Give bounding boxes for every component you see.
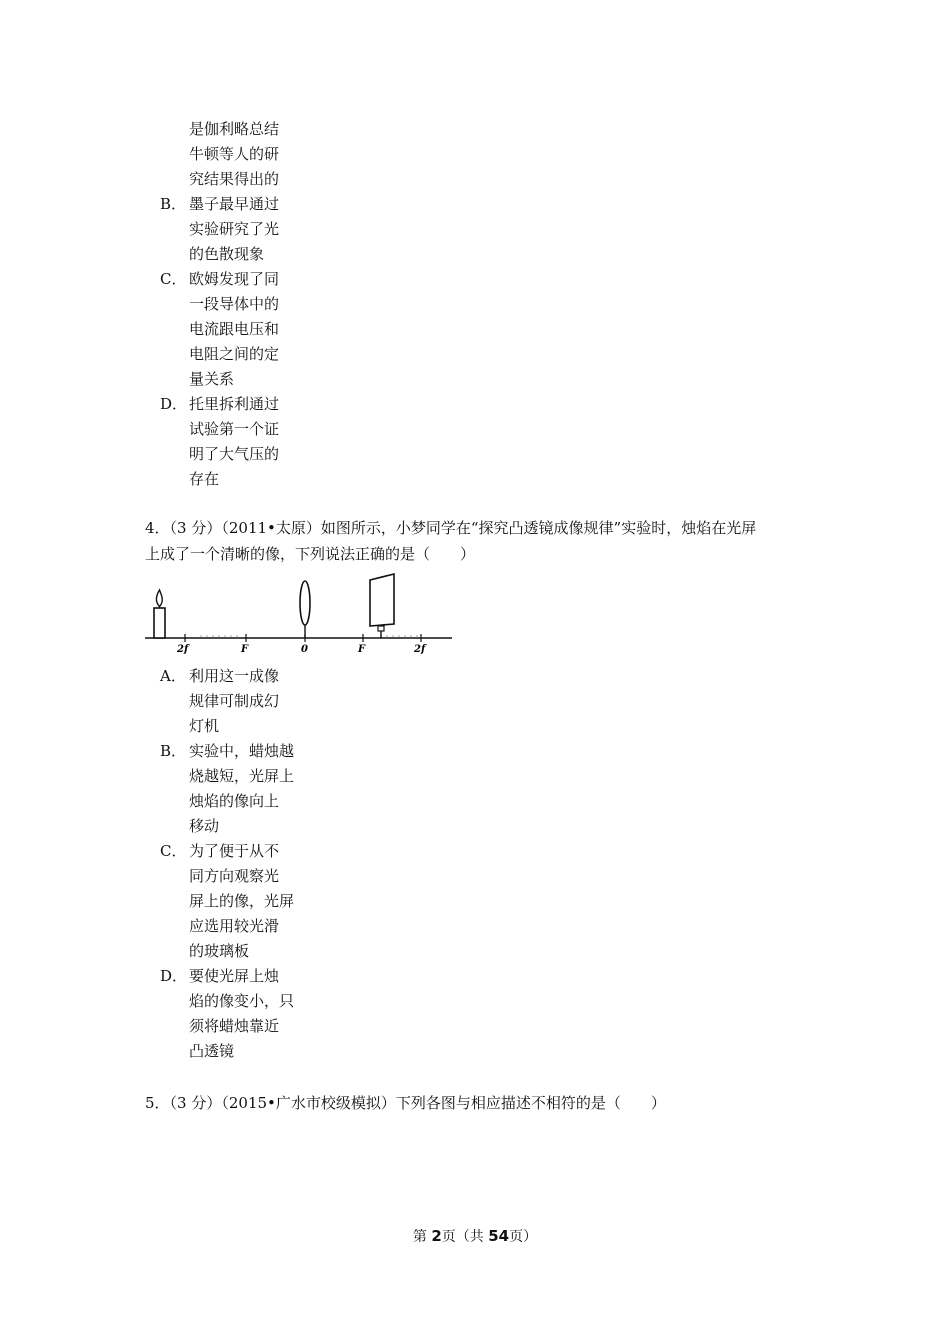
text-line: 应选用较光滑 — [189, 917, 280, 935]
text-line: 实验中，蜡烛越 — [189, 742, 295, 760]
q4-option-a[interactable] — [160, 664, 320, 739]
page-footer — [0, 1226, 950, 1246]
label-o: 0 — [301, 644, 308, 655]
q3-option-d[interactable] — [160, 392, 320, 492]
q4-option-d[interactable] — [160, 964, 320, 1064]
text-line: 电流跟电压和 — [189, 320, 280, 338]
option-letter: B． — [160, 195, 187, 213]
text-line: 规律可制成幻 — [189, 692, 280, 710]
text-line: 烛焰的像向上 — [189, 792, 280, 810]
option-letter: D． — [160, 967, 188, 985]
option-letter: B． — [160, 742, 187, 760]
text-line: 是伽利略总结 — [189, 120, 280, 138]
footer-prefix: 第 — [412, 1229, 432, 1245]
q4-option-b[interactable] — [160, 739, 320, 839]
q3-option-c[interactable] — [160, 267, 320, 392]
q5-stem-line: 5．（3 分）（2015•广水市校级模拟）下列各图与相应描述不相符的是（ ） — [145, 1094, 666, 1112]
label-f-left: F — [241, 644, 249, 655]
footer-middle: 页（共 — [441, 1229, 489, 1245]
text-line: 要使光屏上烛 — [189, 967, 280, 985]
text-line: 凸透镜 — [189, 1042, 235, 1060]
convex-lens-icon — [300, 581, 310, 638]
text-line: 同方向观察光 — [189, 867, 280, 885]
text-line: 电阻之间的定 — [189, 345, 280, 363]
footer-page-number: 2 — [431, 1227, 442, 1245]
text-line: 存在 — [189, 470, 220, 488]
text-line: 究结果得出的 — [189, 170, 280, 188]
q4-optics-figure — [140, 568, 460, 660]
text-line: 墨子最早通过 — [189, 195, 280, 213]
text-line: 屏上的像，光屏 — [189, 892, 295, 910]
text-line: 移动 — [189, 817, 220, 835]
q4-stem-line-1: 4．（3 分）（2011•太原）如图所示，小梦同学在“探究凸透镜成像规律”实验时，烛焰在光屏 — [145, 519, 757, 537]
footer-suffix: 页） — [509, 1229, 538, 1245]
text-line: 烧越短，光屏上 — [189, 767, 295, 785]
text-line: 的玻璃板 — [189, 942, 250, 960]
light-screen-icon — [370, 574, 394, 638]
text-line: 牛顿等人的研 — [189, 145, 280, 163]
q4-option-c[interactable] — [160, 839, 320, 964]
q3-options — [160, 192, 320, 492]
text-line: 量关系 — [189, 370, 235, 388]
q5-stem — [145, 1090, 825, 1116]
text-line: 试验第一个证 — [189, 420, 280, 438]
q4-options — [160, 664, 320, 1064]
text-line: 明了大气压的 — [189, 445, 280, 463]
text-line: 灯机 — [189, 717, 220, 735]
text-line: 的色散现象 — [189, 245, 265, 263]
text-line: 欧姆发现了同 — [189, 270, 280, 288]
candle-icon — [154, 590, 165, 638]
q4-stem — [145, 515, 825, 567]
text-line: 须将蜡烛靠近 — [189, 1017, 280, 1035]
label-2f-left: 2f — [177, 644, 189, 655]
q3-option-b[interactable] — [160, 192, 320, 267]
q4-stem-line-2: 上成了一个清晰的像，下列说法正确的是（ ） — [145, 545, 476, 563]
label-2f-right: 2f — [414, 644, 426, 655]
text-line: 一段导体中的 — [189, 295, 280, 313]
option-letter: C． — [160, 270, 187, 288]
q3-option-a-continuation — [189, 117, 279, 192]
text-line: 为了便于从不 — [189, 842, 280, 860]
text-line: 实验研究了光 — [189, 220, 280, 238]
text-line: 利用这一成像 — [189, 667, 280, 685]
footer-total-pages: 54 — [488, 1227, 510, 1245]
text-line: 焰的像变小，只 — [189, 992, 295, 1010]
option-letter: C． — [160, 842, 187, 860]
label-f-right: F — [358, 644, 366, 655]
text-line: 托里拆利通过 — [189, 395, 280, 413]
option-letter: D． — [160, 395, 188, 413]
option-letter: A． — [160, 667, 186, 685]
